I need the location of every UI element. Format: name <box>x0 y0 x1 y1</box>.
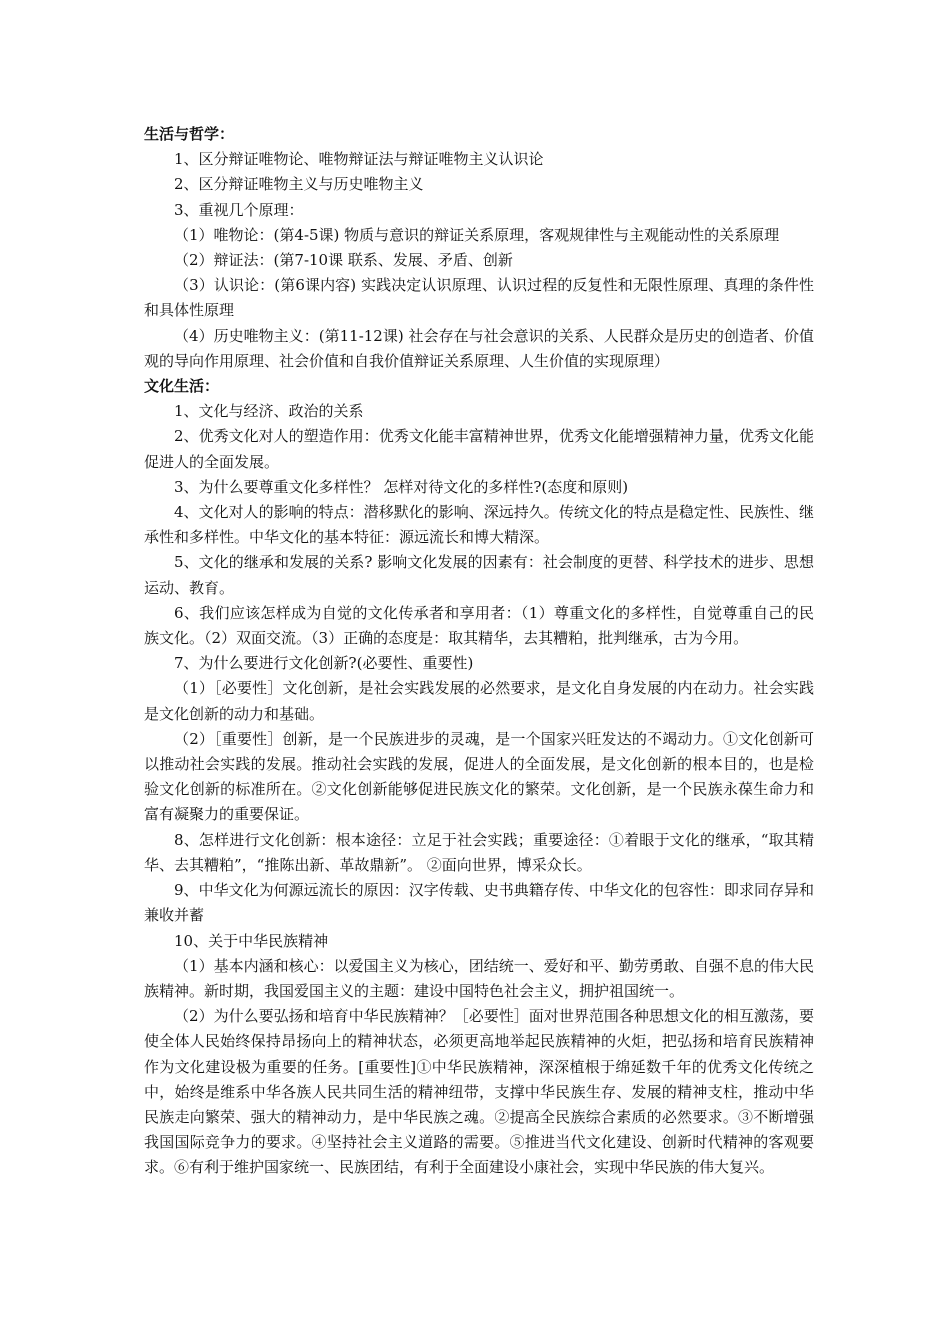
paragraph: （2）为什么要弘扬和培育中华民族精神？［必要性］面对世界范围各种思想文化的相互激荡，要使全体人民始终保持昂扬向上的精神状态，必须更高地举起民族精神的火炬，把弘扬和培育民族精神作为文化建设极为重要的任务。[重要性]①中华民族精神，深深植根于绵延数千年的优秀文化传统之中，始终是维系中华各族人民共同生活的精神纽带，支撑中华民族生存、发展的精神支柱，推动中华民族走向繁荣、强大的精神动力，是中华民族之魂。②提高全民族综合素质的必然要求。③不断增强我国国际竞争力的要求。④坚持社会主义道路的需要。⑤推进当代文化建设、创新时代精神的客观要求。⑥有利于维护国家统一、民族团结，有利于全面建设小康社会，实现中华民族的伟大复兴。 <box>144 1007 814 1177</box>
paragraph: 2、区分辩证唯物主义与历史唯物主义 <box>174 175 424 194</box>
section-heading-culture: 文化生活： <box>144 377 220 396</box>
paragraph: 8、怎样进行文化创新：根本途径：立足于社会实践；重要途径：①着眼于文化的继承，“取其精华、去其糟粕”，“推陈出新、革故鼎新”。 ②面向世界，博采众长。 <box>144 830 814 874</box>
paragraph: （3）认识论：(第6课内容) 实践决定认识原理、认识过程的反复性和无限性原理、真理的条件性和具体性原理 <box>144 276 814 320</box>
paragraph: （4）历史唯物主义：(第11-12课) 社会存在与社会意识的关系、人民群众是历史的创造者、价值观的导向作用原理、社会价值和自我价值辩证关系原理、人生价值的实现原理） <box>144 326 814 370</box>
section-heading-philosophy: 生活与哲学： <box>144 125 235 143</box>
paragraph: 9、中华文化为何源远流长的原因：汉字传载、史书典籍存传、中华文化的包容性：即求同存异和兼收并蓄 <box>144 881 814 925</box>
document-page <box>144 122 814 1181</box>
paragraph: 7、为什么要进行文化创新?(必要性、重要性) <box>174 654 474 673</box>
paragraph: （2）［重要性］创新，是一个民族进步的灵魂，是一个国家兴旺发达的不竭动力。①文化创新可以推动社会实践的发展。推动社会实践的发展，促进人的全面发展，是文化创新的根本目的，也是检验文化创新的标准所在。②文化创新能够促进民族文化的繁荣。文化创新，是一个民族永葆生命力和富有凝聚力的重要保证。 <box>144 729 814 824</box>
paragraph: 2、优秀文化对人的塑造作用：优秀文化能丰富精神世界，优秀文化能增强精神力量，优秀文化能促进人的全面发展。 <box>144 427 814 471</box>
paragraph: （1）基本内涵和核心：以爱国主义为核心，团结统一、爱好和平、勤劳勇敢、自强不息的伟大民族精神。新时期，我国爱国主义的主题：建设中国特色社会主义，拥护祖国统一。 <box>144 956 814 1000</box>
paragraph: （1）唯物论：(第4-5课) 物质与意识的辩证关系原理，客观规律性与主观能动性的关系原理 <box>174 225 780 244</box>
paragraph: （1）［必要性］文化创新，是社会实践发展的必然要求，是文化自身发展的内在动力。社会实践是文化创新的动力和基础。 <box>144 679 814 723</box>
paragraph: 10、关于中华民族精神 <box>174 931 329 950</box>
paragraph: 6、我们应该怎样成为自觉的文化传承者和享用者：（1）尊重文化的多样性，自觉尊重自己的民族文化。（2）双面交流。（3）正确的态度是：取其精华，去其糟粕，批判继承，古为今用。 <box>144 603 814 648</box>
paragraph: 5、文化的继承和发展的关系? 影响文化发展的因素有：社会制度的更替、科学技术的进步、思想运动、教育。 <box>144 553 814 597</box>
paragraph: 3、重视几个原理： <box>174 200 304 219</box>
paragraph: 4、文化对人的影响的特点：潜移默化的影响、深远持久。传统文化的特点是稳定性、民族性、继承性和多样性。中华文化的基本特征：源远流长和博大精深。 <box>144 503 814 547</box>
paragraph: 3、为什么要尊重文化多样性？ 怎样对待文化的多样性?(态度和原则) <box>174 477 629 496</box>
paragraph: 1、文化与经济、政治的关系 <box>174 402 364 421</box>
paragraph: （2）辩证法：(第7-10课 联系、发展、矛盾、创新 <box>174 251 513 270</box>
paragraph: 1、区分辩证唯物论、唯物辩证法与辩证唯物主义认识论 <box>174 150 544 169</box>
